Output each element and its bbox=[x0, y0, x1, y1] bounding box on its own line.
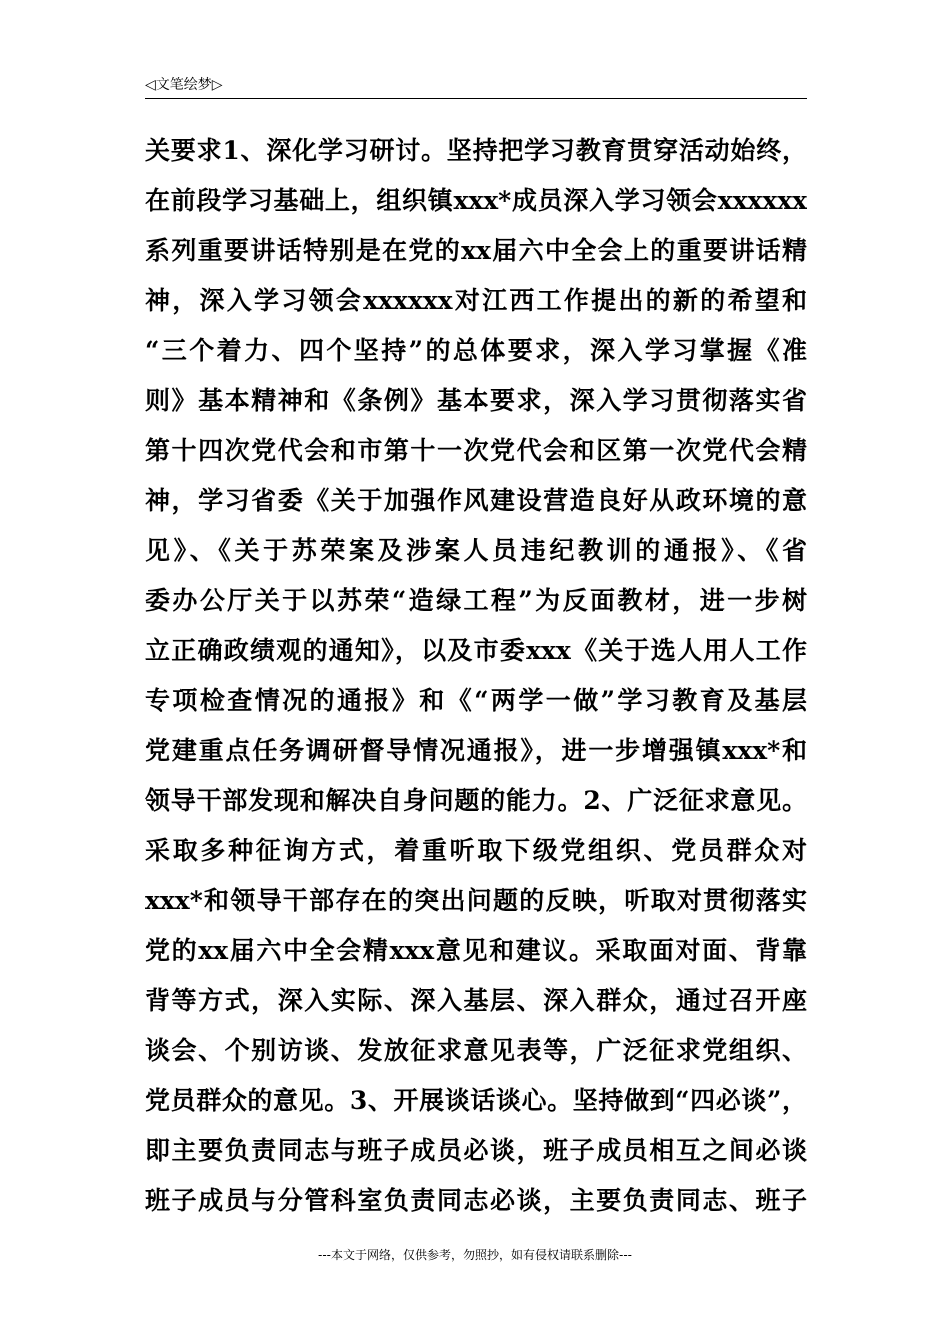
text-line: 系列重要讲话特别是在党的xx届六中全会上的重要讲话精 bbox=[145, 236, 807, 265]
page-header bbox=[145, 76, 807, 99]
text-line: 神，学习省委《关于加强作风建设营造良好从政环境的意 bbox=[145, 486, 807, 515]
text-line: xxx*和领导干部存在的突出问题的反映，听取对贯彻落实 bbox=[145, 886, 807, 915]
document-body bbox=[145, 126, 807, 1226]
text-line: 党员群众的意见。3、开展谈话谈心。坚持做到“四必谈”， bbox=[145, 1086, 807, 1115]
text-line: 委办公厅关于以苏荣“造绿工程”为反面教材，进一步树 bbox=[145, 586, 807, 615]
text-line: 见》、《关于苏荣案及涉案人员违纪教训的通报》、《省 bbox=[145, 536, 807, 565]
text-line: 关要求1、深化学习研讨。坚持把学习教育贯穿活动始终， bbox=[145, 136, 807, 165]
text-line: 神，深入学习领会xxxxxx对江西工作提出的新的希望和 bbox=[145, 286, 807, 315]
text-line: 采取多种征询方式，着重听取下级党组织、党员群众对 bbox=[145, 836, 807, 865]
text-line: 班子成员与分管科室负责同志必谈，主要负责同志、班子 bbox=[145, 1186, 807, 1215]
text-line: “三个着力、四个坚持”的总体要求，深入学习掌握《准 bbox=[145, 336, 807, 365]
page-footer: ---本文于网络，仅供参考，勿照抄，如有侵权请联系删除--- bbox=[318, 1248, 632, 1262]
text-line: 在前段学习基础上，组织镇xxx*成员深入学习领会xxxxxx bbox=[145, 186, 807, 215]
text-line: 谈会、个别访谈、发放征求意见表等，广泛征求党组织、 bbox=[145, 1036, 807, 1065]
text-line: 背等方式，深入实际、深入基层、深入群众，通过召开座 bbox=[145, 986, 807, 1015]
text-line: 党建重点任务调研督导情况通报》，进一步增强镇xxx*和 bbox=[145, 736, 807, 765]
text-line: 则》基本精神和《条例》基本要求，深入学习贯彻落实省 bbox=[145, 386, 807, 415]
text-line: 立正确政绩观的通知》，以及市委xxx《关于选人用人工作 bbox=[145, 636, 807, 665]
text-line: 即主要负责同志与班子成员必谈，班子成员相互之间必谈 bbox=[145, 1136, 807, 1165]
header-title: ◁文笔绘梦▷ bbox=[145, 77, 223, 93]
text-line: 领导干部发现和解决自身问题的能力。2、广泛征求意见。 bbox=[145, 786, 807, 815]
text-line: 专项检查情况的通报》和《“两学一做”学习教育及基层 bbox=[145, 686, 807, 715]
text-line: 党的xx届六中全会精xxx意见和建议。采取面对面、背靠 bbox=[145, 936, 807, 965]
text-line: 第十四次党代会和市第十一次党代会和区第一次党代会精 bbox=[145, 436, 807, 465]
